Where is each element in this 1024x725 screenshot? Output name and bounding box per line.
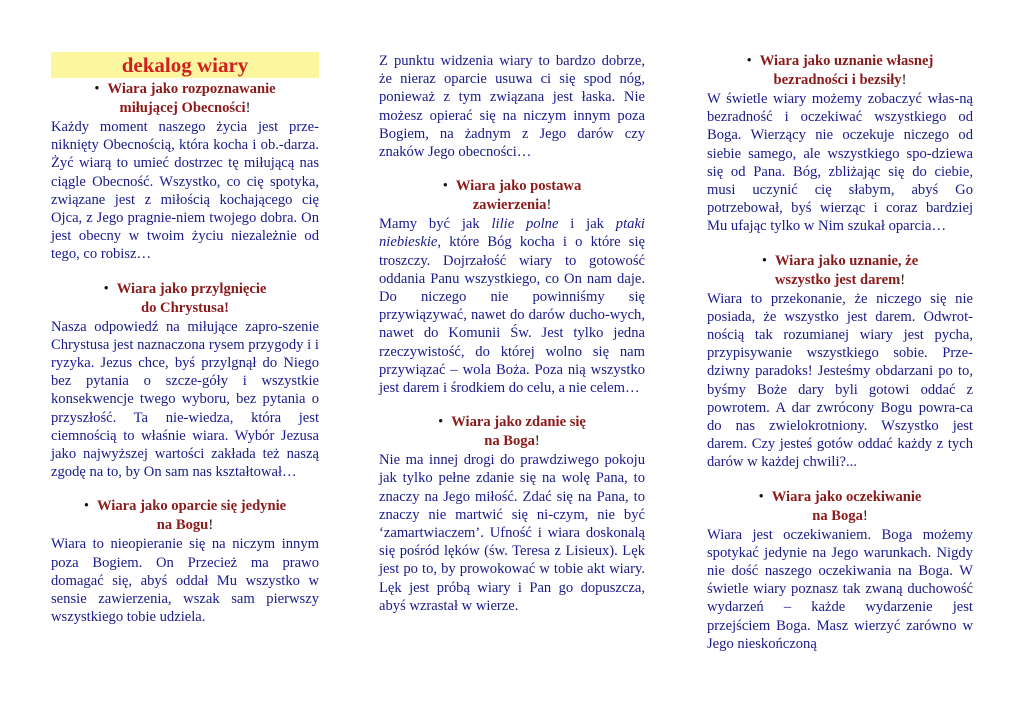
section-heading: • Wiara jako przylgnięcie do Chrystusa! (103, 280, 267, 316)
section-heading: • Wiara jako uznanie, że wszystko jest darem! (761, 252, 919, 288)
section-body: Nasza odpowiedź na miłujące zapro-szenie Chrystusa jest naznaczona rysem przygody i i ryzyka. Jezus chce, byś przylgnął do Niego bez pytania o szcze-góły i wszystkie konsekwencje twego wyboru, bez pytania o przyszłość. Ta nie-wiedza, która jest ciemnością to właśnie wiara. Wybór Jezusa jako najwyższej wartości zakłada też naszą zgodę na to, by On sam nas kształtował… (51, 318, 319, 481)
bullet-icon: • (103, 280, 109, 297)
section-heading: • Wiara jako uznanie własnej bezradności i bezsiły! (746, 53, 934, 88)
column-1 (51, 52, 319, 626)
bullet-icon: • (94, 81, 100, 97)
page-title: dekalog wiary (51, 52, 319, 78)
bullet-icon: • (442, 178, 448, 195)
column-3 (707, 52, 973, 653)
section-heading: • Wiara jako oczekiwanie na Boga! (758, 488, 922, 524)
section-heading: • Wiara jako zdanie się na Boga! (438, 414, 586, 450)
section-heading: • Wiara jako rozpoznawanie miłującej Obecności! (94, 81, 276, 116)
section-recognition (51, 80, 319, 264)
section-heading: • Wiara jako oparcie się jedynie na Bogu! (83, 498, 287, 534)
section-trust (379, 177, 645, 397)
section-heading: • Wiara jako postawa zawierzenia! (442, 178, 582, 214)
bullet-icon: • (758, 488, 764, 505)
section-surrender (379, 413, 645, 615)
section-body: Wiara to przekonanie, że niczego się nie posiada, że wszystko jest darem. Odwrot-nością tak rozumianej wiary jest pycha, przypisywanie wszystkiego sobie. Prze-dziwny paradoks! Jesteśmy obdarzani po to, byśmy Boże dary byli gotowi oddać z powrotem. A dar zwrócony Bogu powra-ca do nas zwielokrotniony. Wszystko jest darem. Czy jesteś gotów oddać każdy z tych darów w każdej chwili?... (707, 290, 973, 471)
bullet-icon: • (83, 498, 89, 515)
section-reliance (51, 497, 319, 626)
section-body: Mamy być jak lilie polne i jak ptaki niebieskie, które Bóg kocha i o które się troszczy. Dojrzałość wiary to gotowość oddania Panu wszystkiego, co On nam daje. Do niczego nie powinniśmy się przywiązywać, nawet do darów ducho-wych, nawet do Komunii Św. Jest tylko jedna rzeczywistość, do której wolno się nam przywiązać – wola Boża. Poza nią wszystko jest darem i środkiem do celu, a nie celem… (379, 216, 645, 397)
section-waiting (707, 488, 973, 653)
section-adherence (51, 280, 319, 482)
section-body: Każdy moment naszego życia jest prze-niknięty Obecnością, która kocha i ob.-darza. Żyć wiarą to umieć dostrzec tę miłującą nas ciągle Obecność. Wszystko, co cię spotyka, związane jest z miłością kochającego cię Ojca, z Jego pragnie-niem twojego dobra. On jest obecny w twoim życiu niezależnie od tego, co robisz… (51, 119, 319, 263)
section-gift (707, 252, 973, 472)
section-body: W świetle wiary możemy zobaczyć włas-ną bezradność i oczekiwać wszystkiego od Boga. Wierzący nie oczekuje niczego od siebie samego, ale wszystkiego spo-dziewa się od Pana. Bóg, zbliżając się do ciebie, musi uczynić cię słabym, abyś Go potrzebował, byś wierząc i coraz bardziej Mu ufając tylko w Nim szukał oparcia… (707, 91, 973, 235)
bullet-icon: • (746, 53, 752, 69)
section-body: Wiara jest oczekiwaniem. Boga możemy spotykać jedynie na Jego warunkach. Nigdy nie dość naszego oczekiwania na Boga. W świetle wiary poznasz tak zwaną duchowość wydarzeń – każde wydarzenie jest przejściem Boga. Masz wierzyć zarówno w Jego nieskończoną (707, 526, 973, 652)
bullet-icon: • (438, 414, 444, 431)
continued-text: Z punktu widzenia wiary to bardzo dobrze, że nieraz oparcie usuwa ci się spod nóg, ponieważ z tym związana jest łaska. Nie możesz opierać się na niczym innym poza Bogiem, na żadnym z Jego darów czy znaków Jego obecności… (379, 53, 645, 161)
section-body: Wiara to nieopieranie się na niczym innym poza Bogiem. On Przecież ma prawo domagać się, abyś oddał Mu wszystko w sensie zawierzenia, wszak sam pierwszy wszystkiego tobie udziela. (51, 536, 319, 626)
section-body: Nie ma innej drogi do prawdziwego pokoju jak tylko pełne zdanie się na wolę Pana, to znaczy na Jego miłość. Zdać się na Pana, to znaczy nie martwić się ni-czym, nie być ‘zamartwiaczem’. Ufność i wiara doskonalą się pośród lęków (św. Teresa z Lisieux). Lęk jest po to, by prowokować w tobie akt wiary. Lęk jest próbą wiary i Pan go dopuszcza, abyś wzrastał w wierze. (379, 452, 645, 614)
column-2 (379, 52, 645, 615)
section-helplessness (707, 52, 973, 236)
bullet-icon: • (761, 252, 767, 269)
